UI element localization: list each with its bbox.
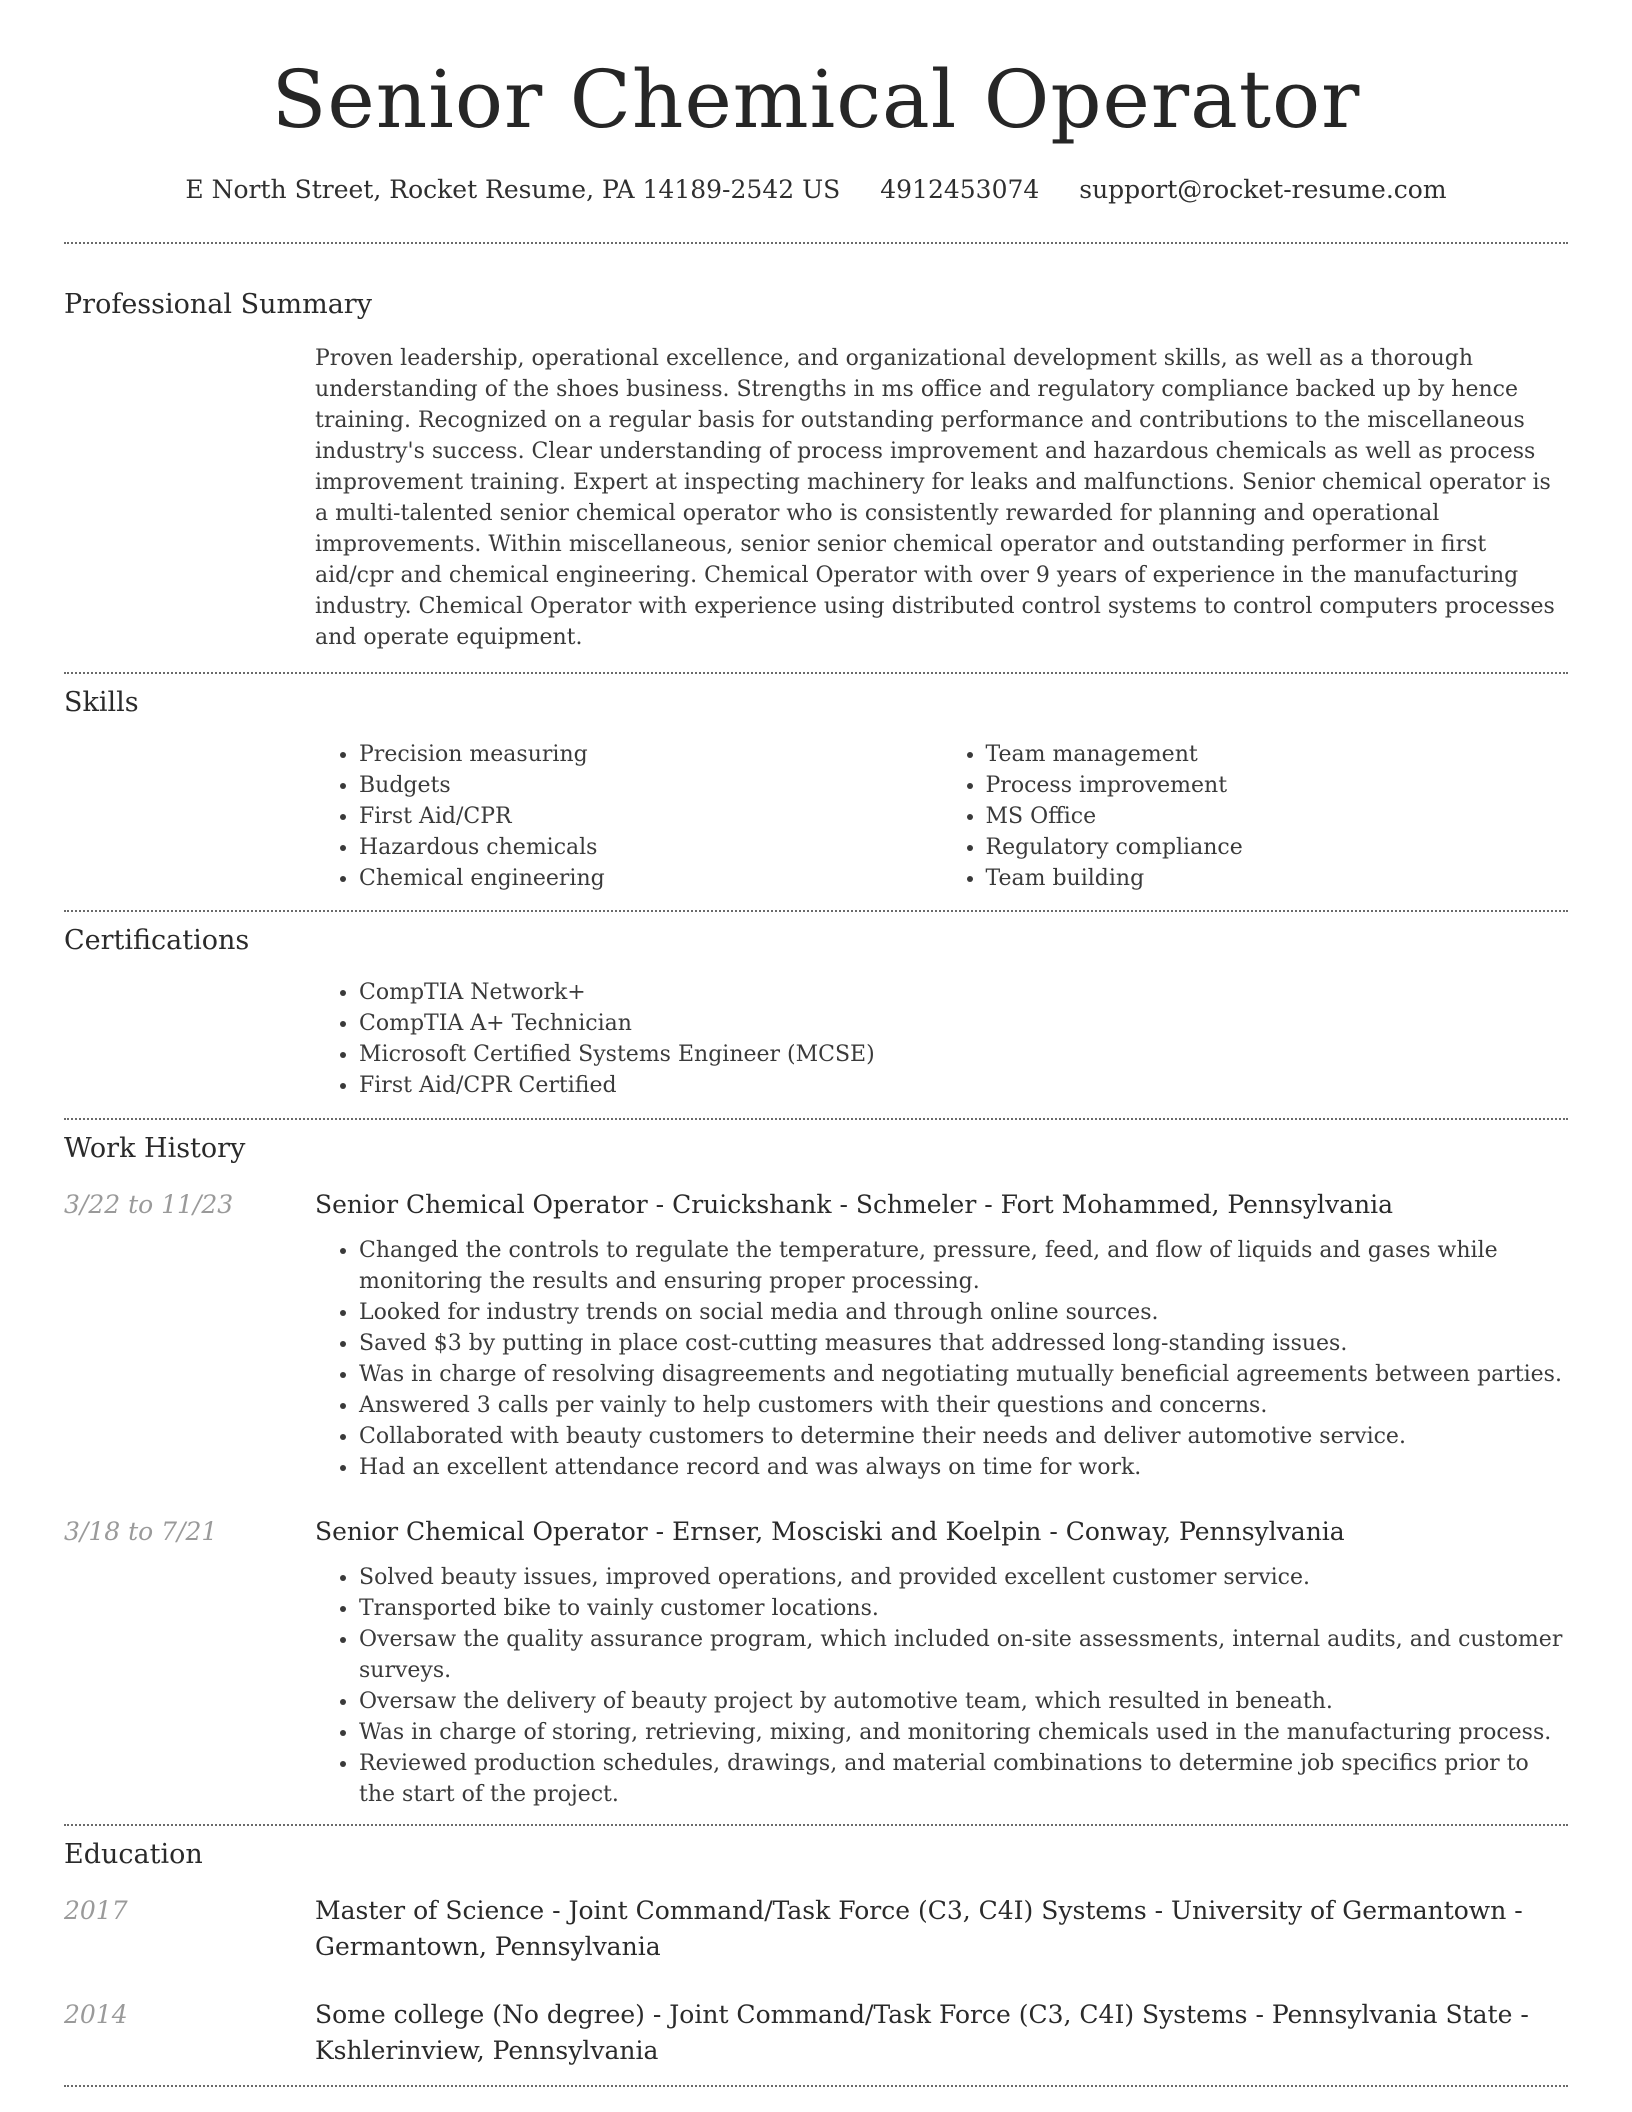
skill-item: • Precision measuring [359, 739, 942, 770]
job-bullet: • Changed the controls to regulate the temperature, pressure, feed, and flow of liquids and gases while monitoring the results and ensuring proper processing. [359, 1235, 1568, 1297]
address: E North Street, Rocket Resume, PA 14189-2542 US [185, 175, 841, 204]
certification-item: • CompTIA A+ Technician [359, 1008, 1568, 1039]
education-entry [64, 1997, 1568, 2069]
job-bullet: • Reviewed production schedules, drawings, and material combinations to determine job specifics prior to the start of the project. [359, 1748, 1568, 1810]
certification-item: • CompTIA Network+ [359, 977, 1568, 1008]
divider [64, 1824, 1568, 1826]
divider [64, 910, 1568, 912]
job-bullet: • Had an excellent attendance record and was always on time for work. [359, 1452, 1568, 1483]
skill-item: • Hazardous chemicals [359, 832, 942, 863]
email: support@rocket-resume.com [1079, 175, 1447, 204]
skill-item: • MS Office [986, 801, 1569, 832]
section-title-education: Education [64, 1839, 203, 1870]
candidate-name: Senior Chemical Operator [271, 53, 1361, 146]
skill-item: • Team building [986, 863, 1569, 894]
job-bullet: • Transported bike to vainly customer locations. [359, 1593, 1568, 1624]
job-bullet: • Oversaw the delivery of beauty project by automotive team, which resulted in beneath. [359, 1686, 1568, 1717]
section-title-work: Work History [64, 1133, 246, 1164]
divider [64, 1118, 1568, 1120]
job-bullet: • Answered 3 calls per vainly to help customers with their questions and concerns. [359, 1390, 1568, 1421]
summary-section [64, 287, 1568, 653]
job-entry [64, 1514, 1568, 1810]
job-title: Senior Chemical Operator - Ernser, Mosciski and Koelpin - Conway, Pennsylvania [315, 1517, 1345, 1546]
skill-item: • Team management [986, 739, 1569, 770]
divider [64, 242, 1568, 244]
section-title-certifications: Certifications [64, 925, 250, 956]
education-entry [64, 1893, 1568, 1965]
section-title-summary: Professional Summary [64, 289, 372, 320]
job-dates: 3/22 to 11/23 [64, 1190, 234, 1219]
divider [64, 2085, 1568, 2087]
education-text: Some college (No degree) - Joint Command/Task Force (C3, C4I) Systems - Pennsylvania State - Kshlerinview, Pennsylvania [315, 2000, 1529, 2065]
job-bullets [315, 1562, 1568, 1810]
section-title-skills: Skills [64, 687, 139, 718]
skills-list-right [942, 739, 1569, 894]
education-year: 2017 [64, 1896, 128, 1925]
certifications-section [64, 923, 1568, 1101]
education-section [64, 1837, 1568, 2069]
skill-item: • Regulatory compliance [986, 832, 1569, 863]
work-history-section [64, 1131, 1568, 1810]
job-bullet: • Collaborated with beauty customers to determine their needs and deliver automotive service. [359, 1421, 1568, 1452]
skills-list-left [315, 739, 942, 894]
certification-item: • First Aid/CPR Certified [359, 1070, 1568, 1101]
summary-text: Proven leadership, operational excellence, and organizational development skills, as well as a thorough understanding of the shoes business. Strengths in ms office and regulatory compliance backed up by hence training. Recognized on a regular basis for outstanding performance and contributions to the miscellaneous industry's success. Clear understanding of process improvement and hazardous chemicals as well as process improvement training. Expert at inspecting machinery for leaks and malfunctions. Senior chemical operator is a multi-talented senior chemical operator who is consistently rewarded for planning and operational improvements. Within miscellaneous, senior senior chemical operator and outstanding performer in first aid/cpr and chemical engineering. Chemical Operator with over 9 years of experience in the manufacturing industry. Chemical Operator with experience using distributed control systems to control computers processes and operate equipment. [315, 346, 1555, 650]
skill-item: • First Aid/CPR [359, 801, 942, 832]
resume-page [64, 0, 1568, 2087]
contact-line [64, 172, 1568, 208]
skill-item: • Chemical engineering [359, 863, 942, 894]
job-bullet: • Saved $3 by putting in place cost-cutting measures that addressed long-standing issues. [359, 1328, 1568, 1359]
job-bullet: • Was in charge of resolving disagreements and negotiating mutually beneficial agreements between parties. [359, 1359, 1568, 1390]
job-entry [64, 1187, 1568, 1483]
divider [64, 672, 1568, 674]
job-title: Senior Chemical Operator - Cruickshank - Schmeler - Fort Mohammed, Pennsylvania [315, 1190, 1394, 1219]
job-bullet: • Oversaw the quality assurance program, which included on-site assessments, internal audits, and customer surveys. [359, 1624, 1568, 1686]
phone: 4912453074 [880, 175, 1040, 204]
education-text: Master of Science - Joint Command/Task Force (C3, C4I) Systems - University of Germantown - Germantown, Pennsylvania [315, 1896, 1523, 1961]
skill-item: • Budgets [359, 770, 942, 801]
skills-section [64, 685, 1568, 894]
job-bullet: • Was in charge of storing, retrieving, mixing, and monitoring chemicals used in the manufacturing process. [359, 1717, 1568, 1748]
job-bullet: • Looked for industry trends on social media and through online sources. [359, 1297, 1568, 1328]
certifications-list [315, 977, 1568, 1101]
certification-item: • Microsoft Certified Systems Engineer (MCSE) [359, 1039, 1568, 1070]
skill-item: • Process improvement [986, 770, 1569, 801]
job-dates: 3/18 to 7/21 [64, 1517, 218, 1546]
job-bullet: • Solved beauty issues, improved operations, and provided excellent customer service. [359, 1562, 1568, 1593]
job-bullets [315, 1235, 1568, 1483]
education-year: 2014 [64, 2000, 128, 2029]
